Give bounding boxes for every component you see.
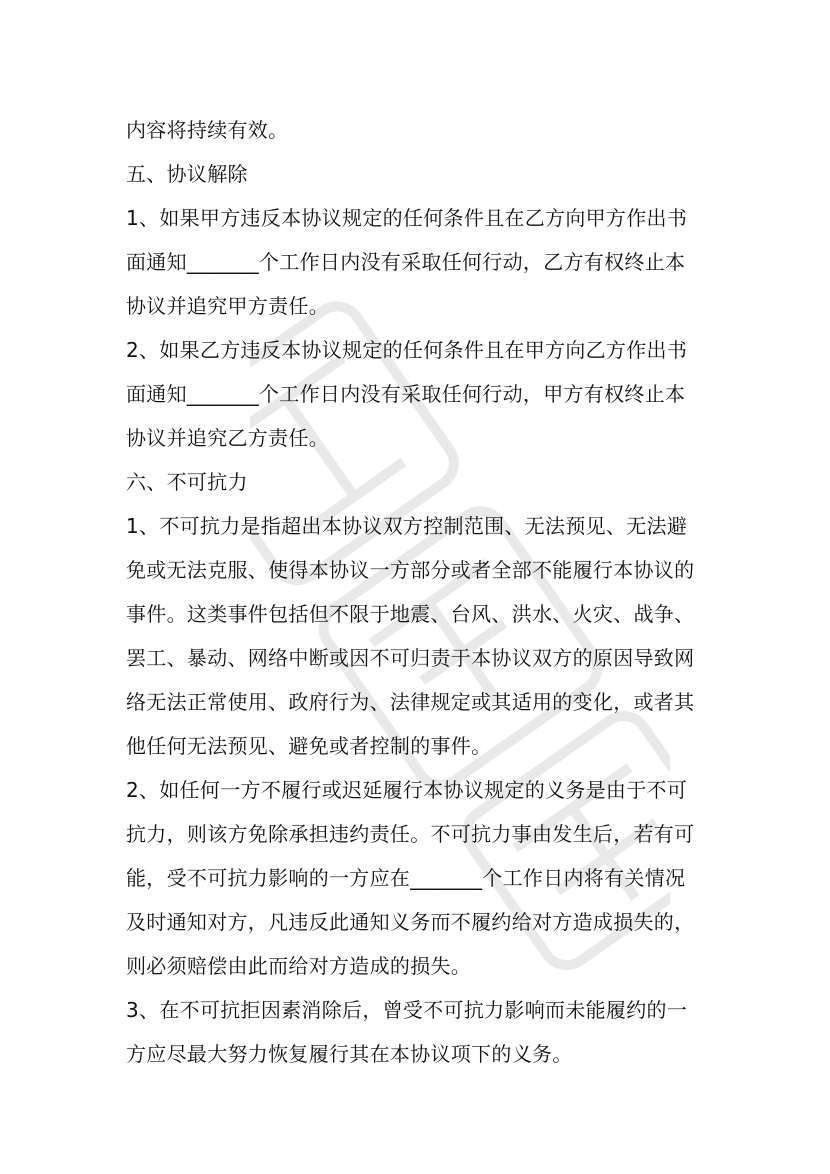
- text-line: 内容将持续有效。: [126, 118, 289, 142]
- document-body: [126, 108, 706, 1076]
- text-line: 协议并追究甲方责任。: [126, 294, 329, 318]
- text-line: 方应尽最大努力恢复履行其在本协议项下的义务。: [126, 1042, 573, 1066]
- text-line: 罢工、暴动、网络中断或因不可归责于本协议双方的原因导致网: [126, 646, 695, 670]
- text-line: 他任何无法预见、避免或者控制的事件。: [126, 734, 492, 758]
- text-line: 1、不可抗力是指超出本协议双方控制范围、无法预见、无法避: [126, 514, 688, 538]
- text-line: 则必须赔偿由此而给对方造成的损失。: [126, 954, 472, 978]
- text-line: 2、如果乙方违反本协议规定的任何条件且在甲方向乙方作出书: [126, 338, 688, 362]
- text-line: 事件。这类事件包括但不限于地震、台风、洪水、火灾、战争、: [126, 602, 695, 626]
- text-line: 协议并追究乙方责任。: [126, 426, 329, 450]
- text-line: 3、在不可抗拒因素消除后，曾受不可抗力影响而未能履约的一: [126, 998, 688, 1022]
- text-line: 面通知_______个工作日内没有采取任何行动，甲方有权终止本: [126, 382, 686, 406]
- text-line: 络无法正常使用、政府行为、法律规定或其适用的变化，或者其: [126, 690, 695, 714]
- text-line: 抗力，则该方免除承担违约责任。不可抗力事由发生后，若有可: [126, 822, 695, 846]
- text-line: 及时通知对方，凡违反此通知义务而不履约给对方造成损失的，: [126, 910, 695, 934]
- text-line: 能，受不可抗力影响的一方应在_______个工作日内将有关情况: [126, 866, 686, 890]
- text-line: 免或无法克服、使得本协议一方部分或者全部不能履行本协议的: [126, 558, 695, 582]
- text-line: 2、如任何一方不履行或迟延履行本协议规定的义务是由于不可: [126, 778, 688, 802]
- section-heading: 五、协议解除: [126, 162, 248, 186]
- text-line: 1、如果甲方违反本协议规定的任何条件且在乙方向甲方作出书: [126, 206, 688, 230]
- text-line: 面通知_______个工作日内没有采取任何行动，乙方有权终止本: [126, 250, 686, 274]
- section-heading: 六、不可抗力: [126, 470, 248, 494]
